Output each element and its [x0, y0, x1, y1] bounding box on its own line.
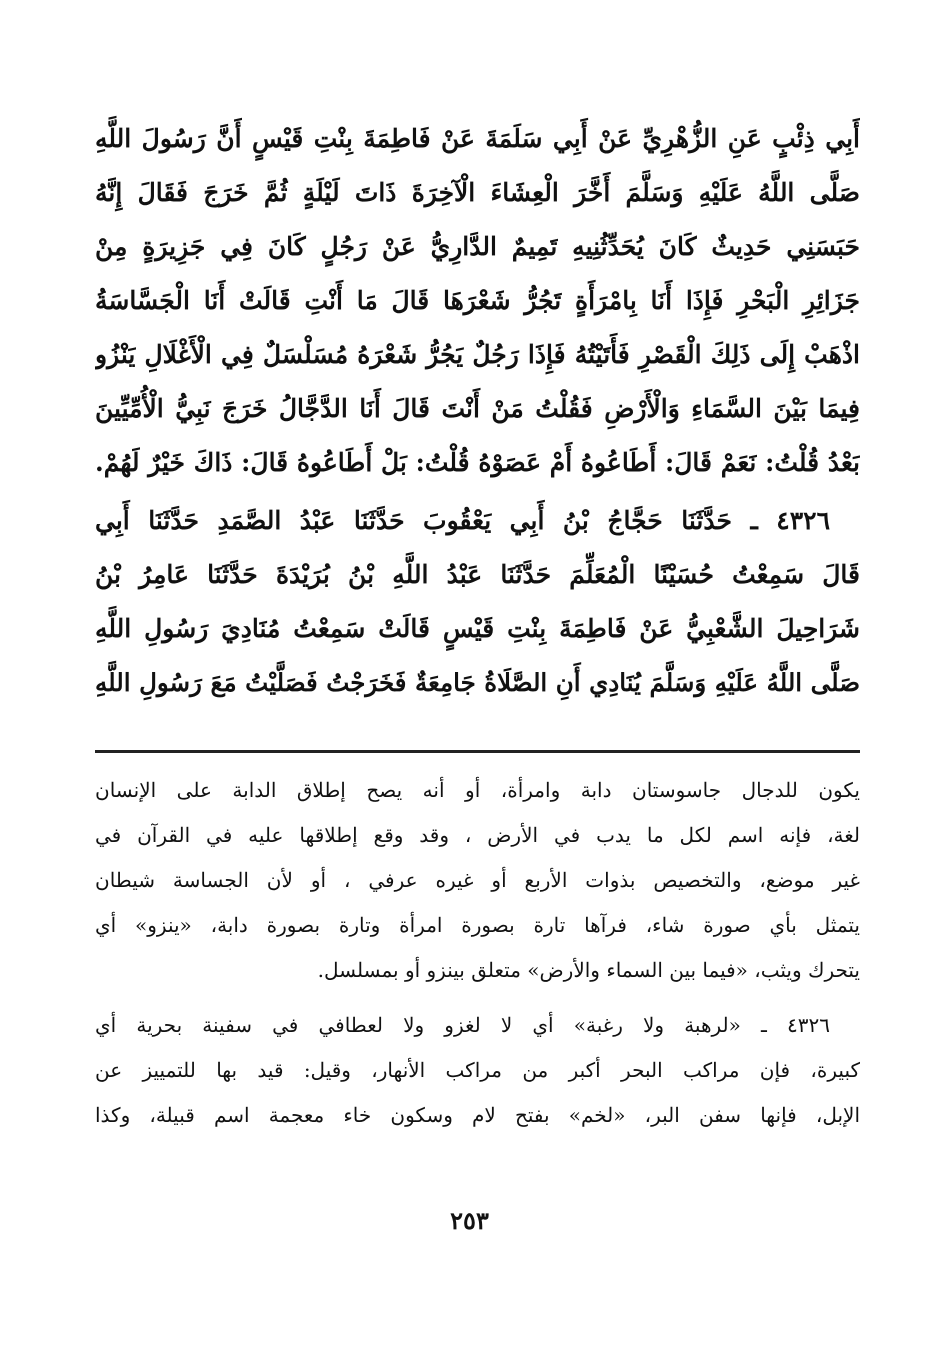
note-line: يتحرك ويثب، «فيما بين السماء والأرض» متعلق بينزو أو بمسلسل.: [317, 958, 860, 982]
hadith-line: حَبَسَنِي حَدِيثٌ كَانَ يُحَدِّثُنِيهِ تَمِيمٌ الدَّارِيُّ عَنْ رَجُلٍ كَانَ فِي جَزِيرَةٍ مِنْ: [95, 232, 860, 261]
note-line: الإبل، فإنها سفن البر، «لخم» بفتح لام وسكون خاء معجمة اسم قبيلة، وكذا: [95, 1103, 860, 1127]
hadith-line: ٤٣٢٦ ـ حَدَّثَنَا حَجَّاجُ بْنُ أَبِي يَعْقُوبَ حَدَّثَنَا عَبْدُ الصَّمَدِ حَدَّثَنَا أَبِي: [95, 506, 830, 535]
hadith-line: فِيمَا بَيْنَ السَّمَاءِ وَالْأَرْضِ فَقُلْتُ مَنْ أَنْتَ قَالَ أَنَا الدَّجَّالُ خَرَجَ نَبِيُّ الْأُمِّيِّينَ: [95, 394, 860, 423]
hadith-line: قَالَ سَمِعْتُ حُسَيْنًا الْمُعَلِّمَ حَدَّثَنَا عَبْدُ اللَّهِ بْنُ بُرَيْدَةَ حَدَّثَنَا عَامِرُ بْنُ: [95, 560, 860, 589]
footnote-divider: [95, 750, 860, 753]
hadith-line: صَلَّى اللَّهُ عَلَيْهِ وَسَلَّمَ يُنَادِي أَنِ الصَّلَاةُ جَامِعَةٌ فَخَرَجْتُ فَصَلَّيْتُ مَعَ رَسُولِ اللَّهِ: [95, 668, 860, 697]
note-line: غير موضع، والتخصيص بذوات الأربع أو غيره عرفي ، أو لأن الجساسة شيطان: [95, 868, 860, 892]
hadith-line: جَزَائِرِ الْبَحْرِ فَإِذَا أَنَا بِامْرَأَةٍ تَجُرُّ شَعْرَهَا قَالَ مَا أَنْتِ قَالَتْ أَنَا الْجَسَّاسَةُ: [95, 286, 860, 315]
hadith-line: شَرَاحِيلَ الشَّعْبِيُّ عَنْ فَاطِمَةَ بِنْتِ قَيْسٍ قَالَتْ سَمِعْتُ مُنَادِيَ رَسُولِ اللَّهِ: [95, 614, 860, 643]
hadith-line: بَعْدُ قُلْتُ: نَعَمْ قَالَ: أَطَاعُوهُ أَمْ عَصَوْهُ قُلْتُ: بَلْ أَطَاعُوهُ قَالَ: ذَاكَ خَيْرٌ لَهُمْ.: [95, 448, 860, 477]
hadith-line: اذْهَبْ إِلَى ذَلِكَ الْقَصْرِ فَأَتَيْتُهُ فَإِذَا رَجُلٌ يَجُرُّ شَعْرَهُ مُسَلْسَلٌ فِي الْأَغْلَالِ يَنْزُو: [95, 340, 860, 369]
note-line: كبيرة، فإن مراكب البحر أكبر من مراكب الأنهار، وقيل: قيد بها للتمييز عن: [95, 1058, 860, 1082]
page-number: ٢٥٣: [450, 1206, 489, 1235]
note-line: لغة، فإنه اسم لكل ما يدب في الأرض ، وقد وقع إطلاقها عليه في القرآن في: [95, 823, 860, 847]
note-line: يكون للدجال جاسوستان دابة وامرأة، أو أنه يصح إطلاق الدابة على الإنسان: [95, 778, 860, 802]
hadith-line: صَلَّى اللَّهُ عَلَيْهِ وَسَلَّمَ أَخَّرَ الْعِشَاءَ الْآخِرَةَ ذَاتَ لَيْلَةٍ ثُمَّ خَرَجَ فَقَالَ إِنَّهُ: [95, 178, 860, 207]
hadith-line: أَبِي ذِئْبٍ عَنِ الزُّهْرِيِّ عَنْ أَبِي سَلَمَةَ عَنْ فَاطِمَةَ بِنْتِ قَيْسٍ أَنَّ رَسُولَ اللَّهِ: [95, 124, 860, 153]
note-line: يتمثل بأي صورة شاء، فرآها تارة بصورة امرأة وتارة بصورة دابة، «ينزو» أي: [95, 913, 860, 937]
note-line: ٤٣٢٦ ـ «لرهبة ولا رغبة» أي لا لغزو ولا لعطافي في سفينة بحرية أي: [95, 1013, 830, 1037]
commentary-notes: [95, 768, 860, 1138]
hadith-text: [95, 112, 860, 710]
